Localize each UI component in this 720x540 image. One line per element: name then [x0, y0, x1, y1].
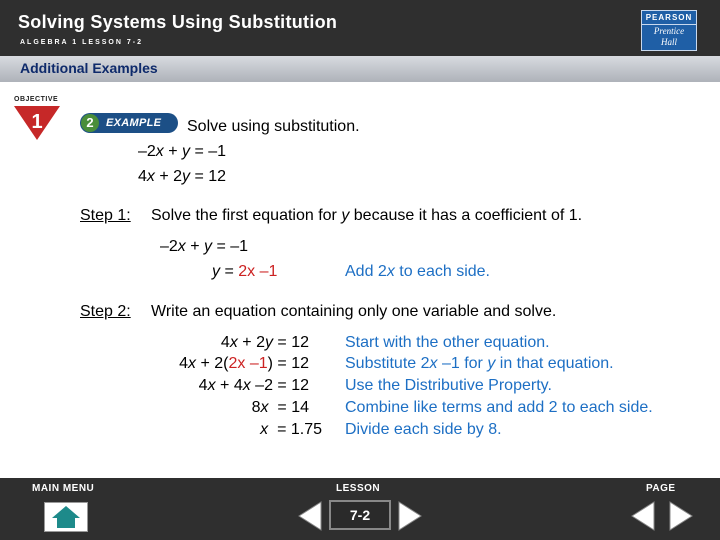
section-label: Additional Examples	[20, 60, 158, 76]
main-menu-label: MAIN MENU	[32, 483, 95, 494]
problem-instruction: Solve using substitution.	[187, 118, 360, 135]
logo-divider	[642, 24, 696, 25]
step-2-line-2: 4x + 2(2x –1) = 12	[179, 355, 309, 372]
objective-badge	[14, 96, 68, 140]
step-2-note-5: Divide each side by 8.	[345, 421, 502, 438]
step-2-line-1: 4x + 2y = 12	[220, 334, 309, 351]
logo-brand: PEARSON	[645, 13, 693, 22]
step-2-note-3: Use the Distributive Property.	[345, 377, 552, 394]
system-equation-2: 4x + 2y = 12	[138, 168, 227, 185]
system-equation-1: –2x + y = –1	[138, 143, 227, 160]
step-2-line-4: 8x = 14	[251, 399, 309, 416]
example-number: 2	[86, 115, 94, 130]
header-bar	[0, 0, 720, 56]
objective-chevron-icon	[14, 106, 60, 140]
home-icon	[45, 503, 87, 531]
step-1-note: Add 2x to each side.	[345, 263, 490, 280]
step-2-label: Step 2:	[80, 303, 131, 320]
step-2-note-4: Combine like terms and add 2 to each side.	[345, 399, 653, 416]
step-2-note-2: Substitute 2x –1 for y in that equation.	[345, 355, 614, 372]
step-2-line-3: 4x + 4x –2 = 12	[198, 377, 309, 394]
footer-bar	[0, 478, 720, 540]
section-band	[0, 56, 720, 82]
page-next-arrow-icon[interactable]	[668, 500, 694, 532]
step-1-text: Solve the first equation for y because it has a coefficient of 1.	[151, 207, 583, 224]
page-title: Solving Systems Using Substitution	[18, 12, 338, 32]
lesson-prev-arrow-icon[interactable]	[297, 500, 323, 532]
step-1-label: Step 1:	[80, 207, 131, 224]
lesson-subtitle: ALGEBRA 1 LESSON 7-2	[20, 39, 143, 46]
objective-label: OBJECTIVE	[14, 96, 59, 103]
logo-line-1: Prentice	[653, 26, 685, 36]
objective-number: 1	[31, 111, 43, 133]
pearson-logo	[641, 10, 697, 51]
step-1-line-1: –2x + y = –1	[160, 238, 249, 255]
logo-line-2: Hall	[660, 37, 677, 47]
example-badge	[80, 113, 178, 133]
lesson-next-arrow-icon[interactable]	[397, 500, 423, 532]
main-menu-button[interactable]	[44, 502, 88, 532]
step-2-text: Write an equation containing only one variable and solve.	[151, 303, 557, 320]
step-1-line-2: y = 2x –1	[212, 263, 278, 280]
example-label: EXAMPLE	[106, 117, 162, 129]
page-label: PAGE	[646, 483, 676, 494]
step-2-line-5: x = 1.75	[260, 421, 322, 438]
page-prev-arrow-icon[interactable]	[630, 500, 656, 532]
lesson-number-button[interactable]: 7-2	[329, 500, 391, 530]
lesson-label: LESSON	[336, 483, 381, 494]
step-2-note-1: Start with the other equation.	[345, 334, 550, 351]
